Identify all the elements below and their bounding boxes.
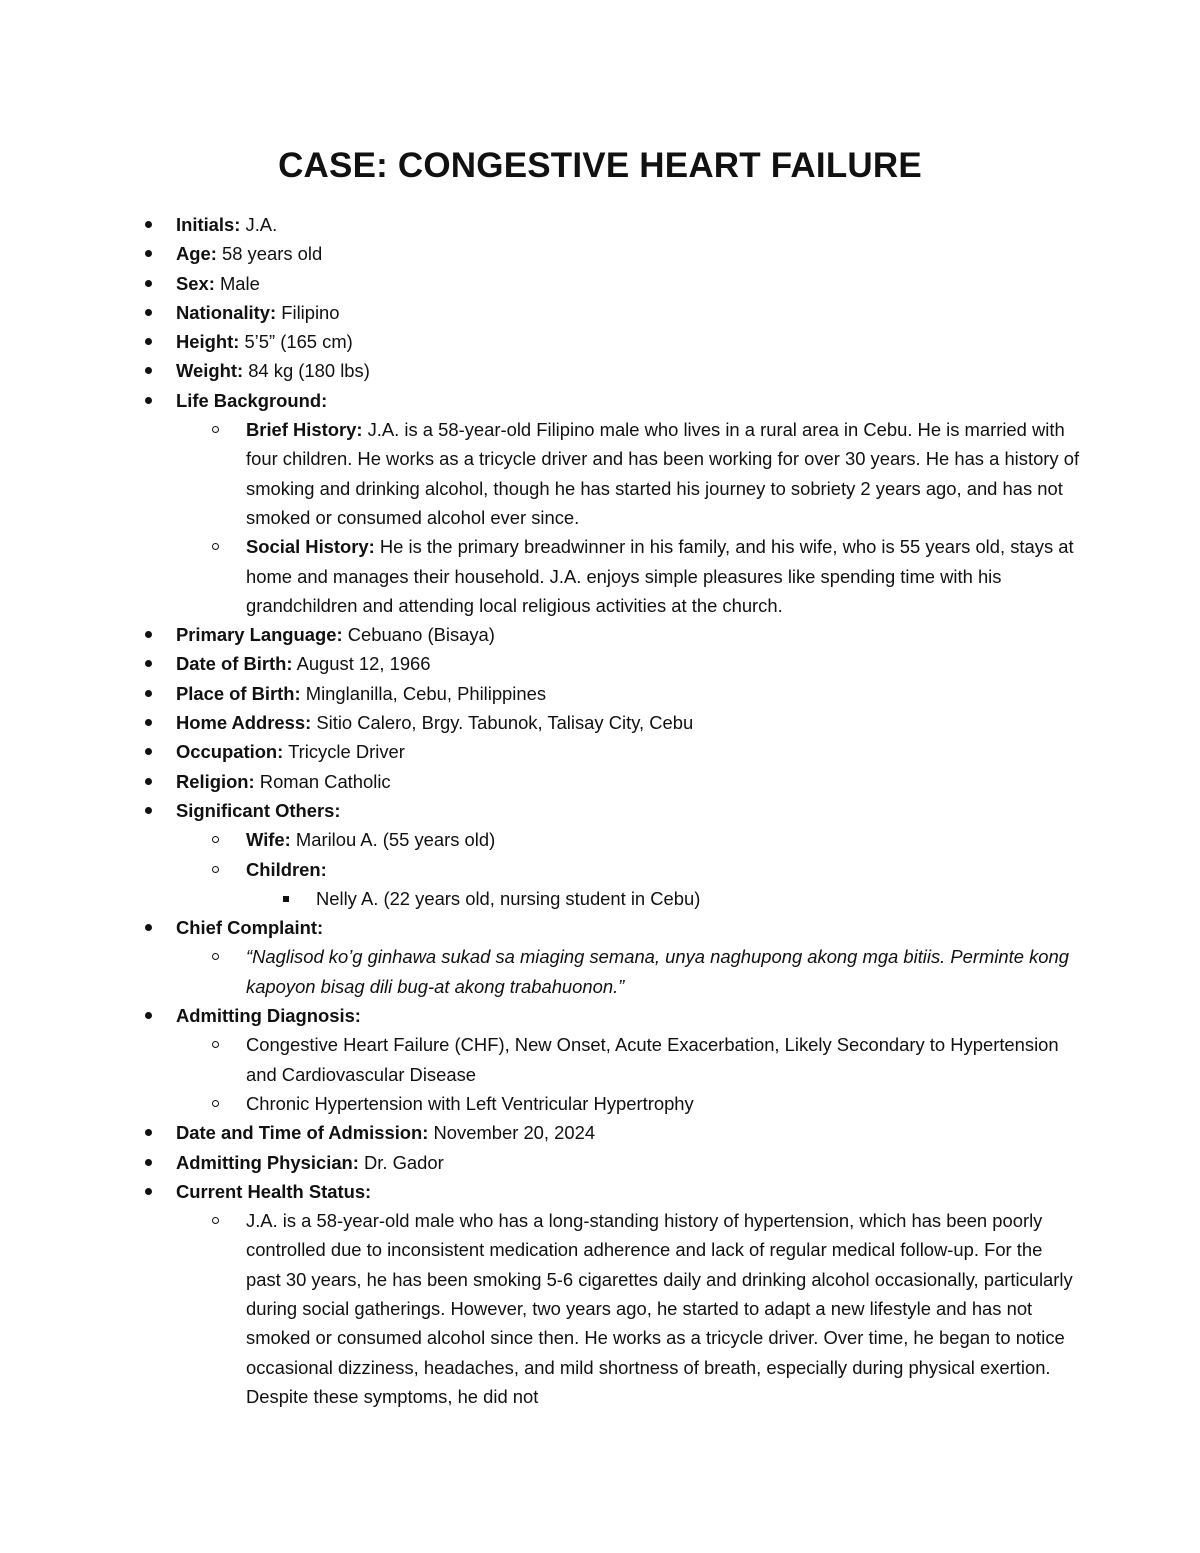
field-life-background xyxy=(140,386,1080,620)
field-label: Wife: xyxy=(246,829,291,851)
field-label: Age: xyxy=(176,243,217,265)
field-value: Sitio Calero, Brgy. Tabunok, Talisay City, Cebu xyxy=(311,712,694,734)
current-health-status-text: J.A. is a 58-year-old male who has a long-standing history of hypertension, which has been poorly controlled due to inconsistent medication adherence and lack of regular medical follow-up. For the past 30 years, he has been smoking 5-6 cigarettes daily and drinking alcohol occasionally, particularly during social gatherings. However, two years ago, he started to adapt a new lifestyle and has not smoked or consumed alcohol since then. He works as a tricycle driver. Over time, he began to notice occasional dizziness, headaches, and mild shortness of breath, especially during physical exertion. Despite these symptoms, he did not xyxy=(211,1206,1080,1411)
field-physician xyxy=(140,1148,1080,1177)
field-label: Significant Others: xyxy=(176,799,341,821)
significant-others-list xyxy=(211,825,1080,913)
field-label: Chief Complaint: xyxy=(176,917,324,939)
field-value: Tricycle Driver xyxy=(283,741,405,763)
field-religion xyxy=(140,767,1080,796)
field-value: Male xyxy=(214,272,260,294)
field-value: 84 kg (180 lbs) xyxy=(243,360,370,382)
field-label: Brief History: xyxy=(246,419,363,441)
diagnosis-item: Congestive Heart Failure (CHF), New Onset, Acute Exacerbation, Likely Secondary to Hypertension and Cardiovascular Disease xyxy=(211,1030,1080,1089)
life-background-list xyxy=(211,415,1080,620)
field-value: 58 years old xyxy=(216,243,323,265)
field-label: Admitting Diagnosis: xyxy=(176,1005,361,1027)
field-label: Date of Birth: xyxy=(176,653,293,675)
field-value: J.A. is a 58-year-old Filipino male who lives in a rural area in Cebu. He is married with four children. He works as a tricycle driver and has been working for over 30 years. He has a history of smoking and drinking alcohol, though he has started his journey to sobriety 2 years ago, and has not smoked or consumed alcohol ever since. xyxy=(246,419,1080,528)
field-place-of-birth xyxy=(140,679,1080,708)
children-list xyxy=(281,884,1080,913)
field-value: August 12, 1966 xyxy=(292,653,431,675)
children xyxy=(211,855,1080,914)
field-value: Filipino xyxy=(276,301,340,323)
field-admitting-diagnosis xyxy=(140,1001,1080,1118)
field-label: Primary Language: xyxy=(176,624,343,646)
field-value: Cebuano (Bisaya) xyxy=(342,624,495,646)
field-nationality xyxy=(140,298,1080,327)
field-value: November 20, 2024 xyxy=(428,1122,596,1144)
current-health-status-list xyxy=(211,1206,1080,1411)
field-height xyxy=(140,327,1080,356)
field-label: Sex: xyxy=(176,272,215,294)
field-label: Occupation: xyxy=(176,741,284,763)
field-label: Height: xyxy=(176,331,240,353)
field-occupation xyxy=(140,737,1080,766)
child-item: Nelly A. (22 years old, nursing student in Cebu) xyxy=(281,884,1080,913)
brief-history xyxy=(211,415,1080,532)
field-value: 5’5” (165 cm) xyxy=(239,331,353,353)
field-label: Religion: xyxy=(176,770,255,792)
field-value: J.A. xyxy=(240,214,278,235)
field-chief-complaint xyxy=(140,913,1080,1001)
field-value: Roman Catholic xyxy=(254,770,391,792)
field-home-address xyxy=(140,708,1080,737)
field-value: Minglanilla, Cebu, Philippines xyxy=(300,682,547,704)
diagnosis-item: Chronic Hypertension with Left Ventricular Hypertrophy xyxy=(211,1089,1080,1118)
page-title: CASE: CONGESTIVE HEART FAILURE xyxy=(278,146,922,185)
field-label: Home Address: xyxy=(176,712,312,734)
field-sex xyxy=(140,269,1080,298)
field-initials xyxy=(140,210,1080,239)
case-field-list xyxy=(140,210,1080,1411)
diagnosis-list xyxy=(211,1030,1080,1118)
field-primary-language xyxy=(140,620,1080,649)
field-label: Life Background: xyxy=(176,389,328,411)
field-weight xyxy=(140,356,1080,385)
field-label: Initials: xyxy=(176,214,241,235)
field-label: Weight: xyxy=(176,360,244,382)
field-label: Children: xyxy=(246,858,327,880)
field-label: Social History: xyxy=(246,536,375,558)
case-details xyxy=(140,210,1080,1411)
field-value: Dr. Gador xyxy=(358,1151,444,1173)
field-significant-others xyxy=(140,796,1080,913)
social-history xyxy=(211,532,1080,620)
field-label: Current Health Status: xyxy=(176,1180,372,1202)
chief-complaint-list xyxy=(211,942,1080,1001)
field-admission xyxy=(140,1118,1080,1147)
field-date-of-birth xyxy=(140,649,1080,678)
field-age xyxy=(140,239,1080,268)
field-label: Date and Time of Admission: xyxy=(176,1122,429,1144)
field-value: He is the primary breadwinner in his family, and his wife, who is 55 years old, stays at home and manages their household. J.A. enjoys simple pleasures like spending time with his grandchildren and attending local religious activities at the church. xyxy=(246,536,1074,616)
chief-complaint-quote: “Naglisod ko’g ginhawa sukad sa miaging semana, unya naghupong akong mga bitiis. Perminte kong kapoyon bisag dili bug-at akong trabahuonon.” xyxy=(211,942,1080,1001)
field-label: Nationality: xyxy=(176,301,277,323)
field-label: Admitting Physician: xyxy=(176,1151,359,1173)
field-label: Place of Birth: xyxy=(176,682,301,704)
field-current-health-status xyxy=(140,1177,1080,1411)
field-value: Marilou A. (55 years old) xyxy=(290,829,496,851)
wife xyxy=(211,825,1080,854)
